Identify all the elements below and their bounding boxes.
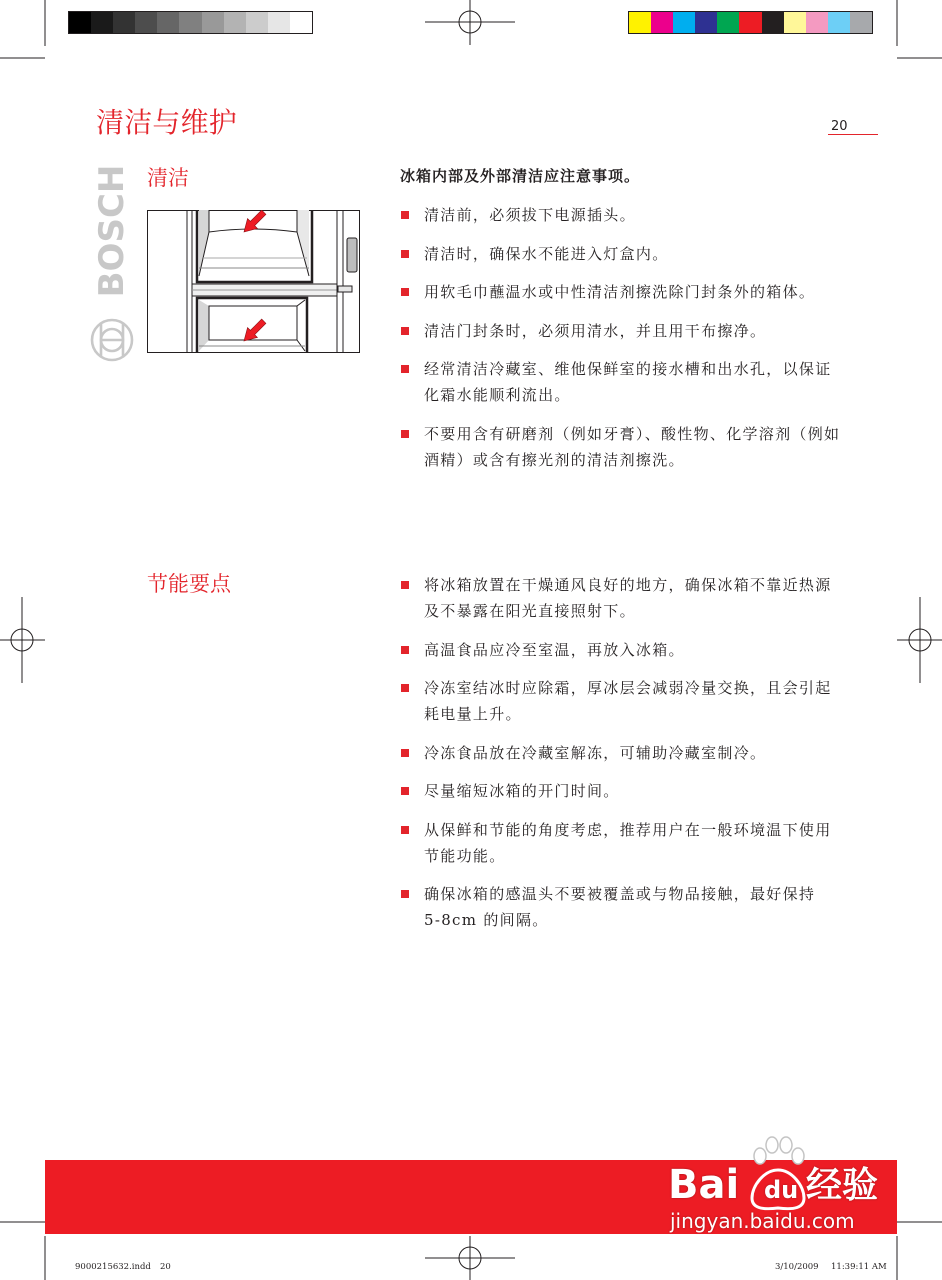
grayscale-swatch bbox=[246, 12, 268, 33]
list-item bbox=[424, 881, 832, 933]
color-swatch bbox=[695, 12, 717, 33]
crop-mark-bottom-left bbox=[0, 1222, 45, 1280]
color-swatch bbox=[629, 12, 651, 33]
item-text: 耗电量上升。 bbox=[424, 705, 522, 723]
item-text: 酒精）或含有擦光剂的清洁剂擦洗。 bbox=[424, 450, 685, 469]
page-number-rule bbox=[828, 134, 878, 135]
section-heading-cleaning: 清洁 bbox=[147, 166, 189, 190]
grayscale-control-bar bbox=[68, 11, 313, 34]
bullet-square-icon bbox=[401, 365, 409, 373]
bullet-square-icon bbox=[401, 890, 409, 898]
bullet-square-icon bbox=[401, 646, 409, 654]
crop-mark-top-right bbox=[897, 0, 942, 58]
item-text: 节能功能。 bbox=[424, 846, 506, 865]
item-text: 化霜水能顺利流出。 bbox=[424, 386, 571, 404]
crop-mark-top-left bbox=[0, 0, 45, 58]
color-swatch bbox=[762, 12, 784, 33]
bullet-square-icon bbox=[401, 787, 409, 795]
grayscale-swatch bbox=[179, 12, 201, 33]
bullet-square-icon bbox=[401, 749, 409, 757]
list-item bbox=[424, 279, 840, 305]
grayscale-swatch bbox=[69, 12, 91, 33]
registration-mark-right bbox=[897, 597, 942, 683]
grayscale-swatch bbox=[113, 12, 135, 33]
item-text: 将冰箱放置在干燥通风良好的地方，确保冰箱不靠近热源 bbox=[424, 576, 832, 594]
item-text: 冷冻食品放在冷藏室解冻，可辅助冷藏室制冷。 bbox=[424, 743, 767, 762]
list-item bbox=[424, 318, 840, 344]
list-item bbox=[424, 817, 832, 869]
color-swatch bbox=[717, 12, 739, 33]
list-item bbox=[424, 421, 840, 473]
item-text: 从保鲜和节能的角度考虑，推荐用户在一般环境温下使用 bbox=[424, 820, 832, 839]
fridge-drain-illustration bbox=[147, 210, 360, 353]
slug-page: 20 bbox=[160, 1262, 171, 1272]
color-swatch bbox=[828, 12, 850, 33]
color-swatch bbox=[806, 12, 828, 33]
list-item bbox=[424, 572, 832, 624]
color-control-bar bbox=[628, 11, 873, 34]
item-text: 确保冰箱的感温头不要被覆盖或与物品接触，最好保持 bbox=[424, 885, 816, 903]
bosch-armature-icon bbox=[90, 318, 134, 362]
watermark-url: jingyan.baidu.com bbox=[670, 1209, 855, 1233]
energy-saving-list bbox=[424, 572, 832, 946]
list-item bbox=[424, 241, 840, 267]
color-swatch bbox=[850, 12, 872, 33]
bullet-square-icon bbox=[401, 327, 409, 335]
item-text: 高温食品应冷至室温，再放入冰箱。 bbox=[424, 640, 685, 659]
bullet-square-icon bbox=[401, 211, 409, 219]
bullet-square-icon bbox=[401, 684, 409, 692]
item-text: 经常清洁冷藏室、维他保鲜室的接水槽和出水孔，以保证 bbox=[424, 360, 832, 378]
grayscale-swatch bbox=[91, 12, 113, 33]
item-text: 用软毛巾蘸温水或中性清洁剂擦洗除门封条外的箱体。 bbox=[424, 283, 816, 301]
list-item bbox=[424, 778, 832, 804]
crop-mark-bottom-right bbox=[897, 1222, 942, 1280]
color-swatch bbox=[673, 12, 695, 33]
bullet-square-icon bbox=[401, 581, 409, 589]
item-text: 冷冻室结冰时应除霜，厚冰层会减弱冷量交换，且会引起 bbox=[424, 679, 832, 697]
color-swatch bbox=[651, 12, 673, 33]
grayscale-swatch bbox=[135, 12, 157, 33]
item-text: 清洁时，确保水不能进入灯盒内。 bbox=[424, 244, 669, 263]
page-number: 20 bbox=[831, 119, 848, 134]
slug-date: 3/10/2009 bbox=[775, 1262, 819, 1272]
item-text: 尽量缩短冰箱的开门时间。 bbox=[424, 782, 620, 800]
list-item bbox=[424, 675, 832, 727]
cleaning-list bbox=[424, 202, 840, 485]
bullet-square-icon bbox=[401, 250, 409, 258]
slug-time: 11:39:11 AM bbox=[831, 1262, 887, 1272]
grayscale-swatch bbox=[157, 12, 179, 33]
list-item bbox=[424, 637, 832, 663]
cleaning-intro: 冰箱内部及外部清洁应注意事项。 bbox=[400, 167, 641, 185]
registration-mark-top bbox=[425, 0, 515, 45]
watermark-product: 经验 bbox=[806, 1165, 879, 1206]
page-title: 清洁与维护 bbox=[96, 106, 238, 139]
registration-mark-left bbox=[0, 597, 45, 683]
watermark-brand: Bai bbox=[668, 1162, 740, 1208]
list-item bbox=[424, 356, 840, 408]
section-heading-energy-saving: 节能要点 bbox=[147, 572, 231, 596]
bosch-wordmark: BOSCH bbox=[92, 164, 132, 298]
grayscale-swatch bbox=[268, 12, 290, 33]
list-item bbox=[424, 740, 832, 766]
grayscale-swatch bbox=[224, 12, 246, 33]
color-swatch bbox=[739, 12, 761, 33]
color-swatch bbox=[784, 12, 806, 33]
item-text: 不要用含有研磨剂（例如牙膏）、酸性物、化学溶剂（例如 bbox=[424, 424, 841, 443]
item-text: 5-8cm 的间隔。 bbox=[424, 911, 549, 929]
registration-mark-bottom bbox=[425, 1236, 515, 1280]
list-item bbox=[424, 202, 840, 228]
bullet-square-icon bbox=[401, 430, 409, 438]
grayscale-swatch bbox=[202, 12, 224, 33]
item-text: 清洁门封条时，必须用清水，并且用干布擦净。 bbox=[424, 321, 767, 340]
item-text: 及不暴露在阳光直接照射下。 bbox=[424, 602, 636, 620]
slug-file: 9000215632.indd bbox=[75, 1262, 151, 1272]
bullet-square-icon bbox=[401, 288, 409, 296]
watermark-paw-text: du bbox=[764, 1176, 799, 1204]
grayscale-swatch bbox=[290, 12, 312, 33]
item-text: 清洁前，必须拔下电源插头。 bbox=[424, 206, 636, 224]
bullet-square-icon bbox=[401, 826, 409, 834]
